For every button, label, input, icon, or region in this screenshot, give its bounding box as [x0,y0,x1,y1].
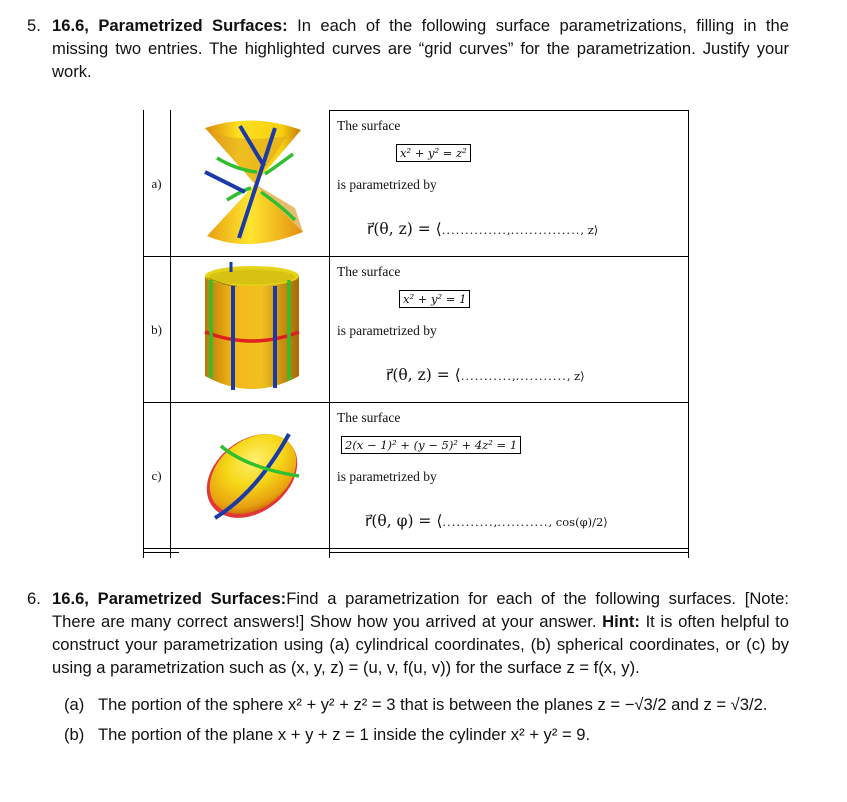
list-item [64,723,789,746]
problem-title: 16.6, Parametrized Surfaces: [52,589,287,608]
ellipsoid-surface [177,406,327,546]
list-item [64,693,789,716]
table-border [329,552,689,553]
parametrization: r⃗(θ, φ) = ⟨...........,..........., cos(φ)/2⟩ [365,512,608,530]
parametrization: r⃗(θ, z) = ⟨...........,..........., z⟩ [386,366,585,384]
table-border [143,548,689,549]
subproblem-list [64,693,789,746]
problem-title: 16.6, Parametrized Surfaces: [52,16,288,35]
item-label: (b) [64,725,85,744]
hint-text: It is often helpful to construct your parametrization using (a) cylindrical coordinates, (b) spherical coordinates, or (c) by using a parametrization such as (x, y, z) = (u, v, f(u, v)) for the surface z = f(x, y). [52,612,790,677]
item-text: The portion of the sphere x² + y² + z² = 3 that is between the planes z = −√3/2 and z = √3/2. [98,695,768,714]
problem-text: In each of the following surface parametrizations, filling in the missing two entries. The highlighted curves are “grid curves” for the parametrization. Justify your work. [52,16,789,81]
double-cone-surface [177,114,327,254]
blank-entry-2: ............... [510,223,581,237]
blank-entry-2: ........... [515,369,567,383]
row-label: b) [151,322,162,337]
problem-5 [27,14,789,83]
problem-6 [27,587,789,753]
parametrized-label: is parametrized by [337,323,437,338]
surface-equation: x² + y² = z² [396,144,471,162]
surface-label: The surface [337,118,401,133]
item-label: (a) [64,695,85,714]
cylinder-surface [177,260,327,400]
table-row [143,110,689,256]
blank-entry-1: ........... [460,369,512,383]
problem-text: Find a parametrization for each of the following surfaces. [Note: There are many correct answers!] Show how you arrived at your answer. [52,589,789,631]
row-label: c) [151,468,162,483]
parametrization-table [143,110,689,558]
table-border [143,552,179,553]
hint-label: Hint: [602,612,640,631]
surface-equation: 2(x − 1)² + (y − 5)² + 4z² = 1 [341,436,521,454]
blank-entry-1: .............. [441,223,507,237]
row-label: a) [151,176,162,191]
table-row [143,402,689,548]
blank-entry-1: ........... [442,515,494,529]
blank-entry-2: ........... [497,515,549,529]
problem-number: 5. [27,16,41,35]
table-row [143,256,689,402]
surface-label: The surface [337,264,401,279]
surface-equation: x² + y² = 1 [399,290,470,308]
parametrized-label: is parametrized by [337,177,437,192]
item-text: The portion of the plane x + y + z = 1 inside the cylinder x² + y² = 9. [98,725,591,744]
problem-number: 6. [27,589,41,608]
surface-label: The surface [337,410,401,425]
parametrized-label: is parametrized by [337,469,437,484]
parametrization: r⃗(θ, z) = ⟨..............,..............., z⟩ [367,220,599,238]
